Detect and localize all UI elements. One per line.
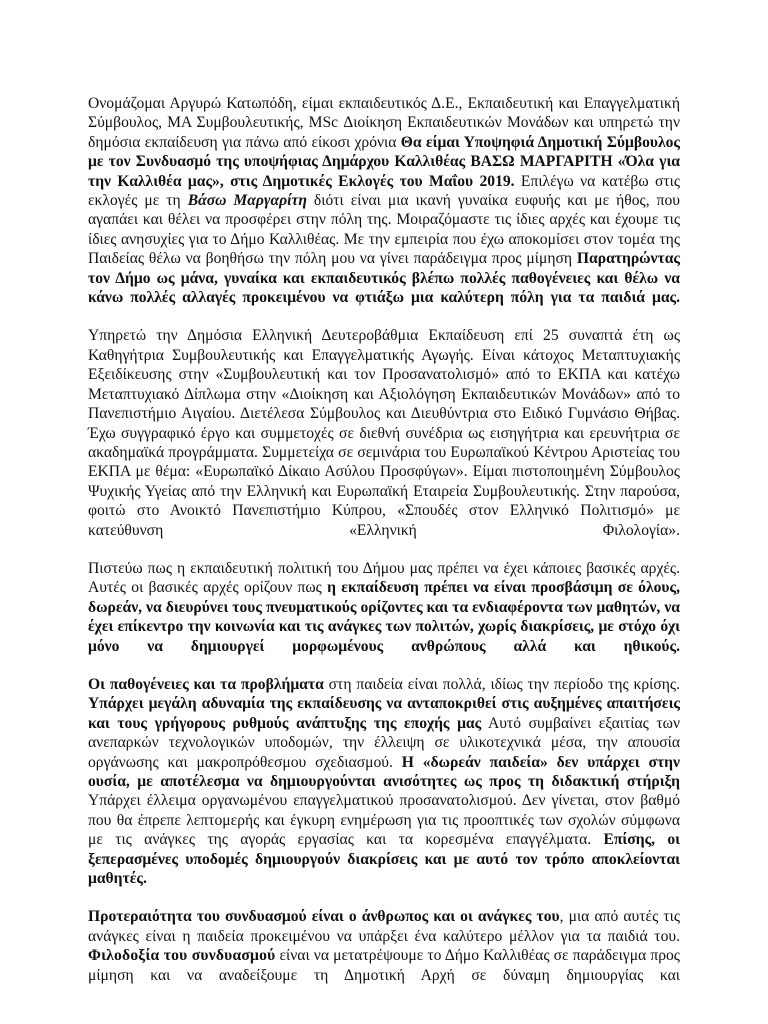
paragraph-priorities: [88, 907, 680, 985]
text-segment-bold: Προτεραιότητα του συνδυασμού είναι ο άνθρωπος και οι ανάγκες του: [88, 908, 560, 926]
text-segment: Πιστεύω πως η εκπαιδευτική πολιτική του Δήμου μας πρέπει να έχει κάποιες βασικές αρχές. Αυτές οι βασικές αρχές ορίζουν πως: [88, 559, 680, 597]
paragraph-problems: [88, 675, 680, 888]
document-page: [88, 94, 680, 1004]
text-segment-bold: Οι παθογένειες και τα προβλήματα: [88, 675, 324, 693]
paragraph-intro: [88, 94, 680, 307]
paragraph-principles: [88, 559, 680, 656]
text-segment: Αυτό συμβαίνει εξαιτίας των ανεπαρκών τεχνολογικών υποδομών, την έλλειψη σε υλικοτεχνικά μέσα, την απουσία οργάνωσης και μακροπρόθεσμου σχεδιασμού.: [88, 714, 680, 771]
text-segment-bold: Θα είμαι Υποψηφιά Δημοτική Σύμβουλος με τον Συνδυασμό της υποψήφιας Δημάρχου Καλλιθέας ΒΑΣΩ ΜΑΡΓΑΡΙΤΗ «Όλα για την Καλλιθέα μας», στις Δημοτικές Εκλογές του Μαΐου 2019.: [88, 133, 681, 190]
text-segment-bold: Υπάρχει μεγάλη αδυναμία της εκπαίδευσης να ανταποκριθεί στις αυξημένες απαιτήσεις και τους γρήγορους ρυθμούς ανάπτυξης της εποχής μας: [88, 695, 680, 732]
text-segment: , μια από αυτές τις ανάγκες είναι η παιδεία προκειμένου να υπάρξει ένα καλύτερο μέλλον για τα παιδιά του.: [88, 908, 680, 945]
text-segment: Επιλέγω να κατέβω στις εκλογές με τη: [88, 172, 680, 210]
paragraph-career: [88, 326, 680, 539]
text-segment-bold: Επίσης, οι ξεπερασμένες υποδομές δημιουργούν διακρίσεις και με αυτό τον τρόπο αποκλείονται μαθητές.: [88, 831, 681, 888]
text-segment: διότι είναι μια ικανή γυναίκα ευφυής και με ήθος, που αγαπάει και θέλει να προσφέρει στην πόλη της. Μοιραζόμαστε τις ίδιες αρχές και έχουμε τις ίδιες ανησυχίες για το Δήμο Καλλιθέας. Με την εμπειρία που έχω αποκομίσει στον τομέα της Παιδείας θέλω να βοηθήσω την πόλη μου να γίνει παράδειγμα προς μίμηση: [88, 192, 681, 268]
text-segment-bold: η εκπαίδευση πρέπει να είναι προσβάσιμη σε όλους, δωρεάν, να διευρύνει τους πνευματικούς ορίζοντες και τα ενδιαφέροντα των μαθητών, να έχει επίκεντρο την κοινωνία και τις ανάγκες των πολιτών, χωρίς διακρίσεις, με στόχο όχι μόνο να δημιουργεί μορφωμένους ανθρώπους αλλά και ηθικούς.: [88, 579, 680, 655]
text-segment: Υπάρχει έλλειμα οργανωμένου επαγγελματικού προσανατολισμού. Δεν γίνεται, στον βαθμό που θα έπρεπε λεπτομερής και έγκυρη ενημέρωση για τις προοπτικές των σχολών σύμφωνα με τις ανάγκες της αγοράς εργασίας και τα κορεσμένα επαγγέλματα.: [88, 792, 680, 849]
text-segment-bold-italic: Βάσω Μαργαρίτη: [187, 192, 307, 210]
text-segment-bold: Η «δωρεάν παιδεία» δεν υπάρχει στην ουσία, με αποτέλεσμα να δημιουργούνται ανισότητες ως προς τη διδακτική στήριξη: [88, 753, 680, 790]
text-segment: στη παιδεία είναι πολλά, ιδίως την περίοδο της κρίσης.: [323, 675, 680, 693]
text-segment-bold: Παρατηρώντας τον Δήμο ως μάνα, γυναίκα και εκπαιδευτικός βλέπω πολλές παθογένειες και θέλω να κάνω πολλές αλλαγές προκειμένου να φτιάξω μια καλύτερη πόλη για τα παιδιά μας.: [88, 250, 680, 307]
text-segment: Ονομάζομαι Αργυρώ Κατωπόδη, είμαι εκπαιδευτικός Δ.Ε., Εκπαιδευτική και Επαγγελματική Σύμβουλος, ΜΑ Συμβουλευτικής, MSc Διοίκηση Εκπαιδευτικών Μονάδων και υπηρετώ την δημόσια εκπαίδευση για πάνω από είκοσι χρόνια: [88, 95, 680, 151]
text-segment: Υπηρετώ την Δημόσια Ελληνική Δευτεροβάθμια Εκπαίδευση επί 25 συναπτά έτη ως Καθηγήτρια Συμβουλευτικής και Επαγγελματικής Αγωγής. Είναι κάτοχος Μεταπτυχιακής Εξειδίκευσης στην «Συμβουλευτική και τον Προσανατολισμό» από το ΕΚΠΑ και κατέχω Μεταπτυχιακό Δίπλωμα στην «Διοίκηση και Αξιολόγηση Εκπαιδευτικών Μονάδων» από το Πανεπιστήμιο Αιγαίου. Διετέλεσα Σύμβουλος και Διευθύντρια στο Ειδικό Γυμνάσιο Θήβας. Έχω συγγραφικό έργο και συμμετοχές σε διεθνή συνέδρια ως εισηγήτρια και ερευνήτρια σε ακαδημαϊκά προγράμματα. Συμμετείχα σε σεμινάρια του Ευρωπαϊκού Κέντρου Αριστείας του ΕΚΠΑ με θέμα: «Ευρωπαϊκό Δίκαιο Ασύλου Προσφύγων». Είμαι πιστοποιημένη Σύμβουλος Ψυχικής Υγείας από την Ελληνική και Ευρωπαϊκή Εταιρεία Συμβουλευτικής. Στην παρούσα, φοιτώ στο Ανοικτό Πανεπιστήμιο Κύπρου, «Σπουδές στον Ελληνικό Πολιτισμό» με κατεύθυνση «Ελληνική Φιλολογία».: [88, 327, 680, 539]
text-segment: είναι να μετατρέψουμε το Δήμο Καλλιθέας σε παράδειγμα προς μίμηση και να αναδείξουμε τη Δημοτική Αρχή σε δύναμη δημιουργίας και: [88, 947, 680, 984]
text-segment-bold: Φιλοδοξία του συνδυασμού: [88, 947, 276, 965]
